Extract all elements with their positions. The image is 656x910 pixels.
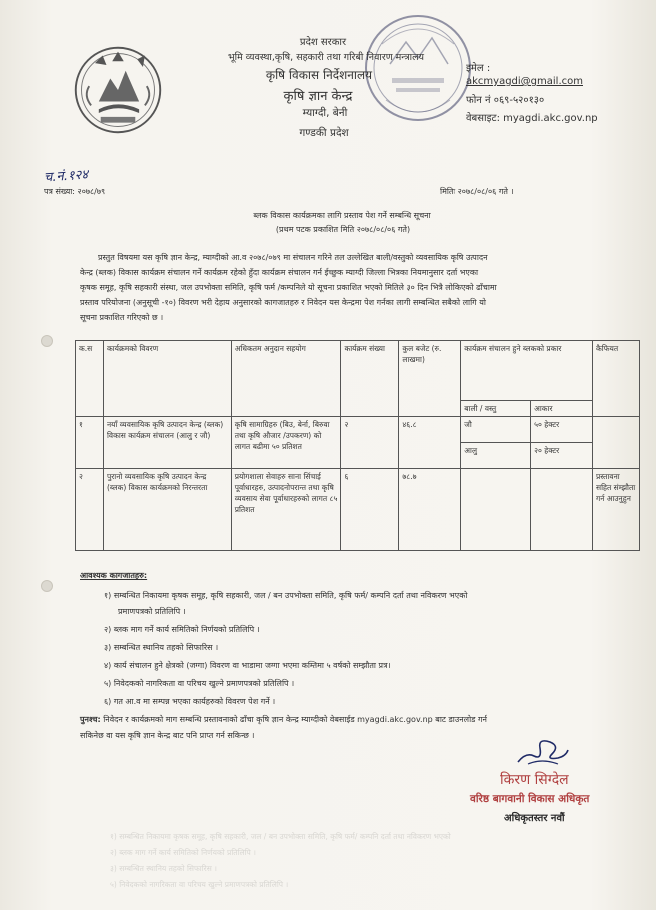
letter-subject: ब्लक विकास कार्यक्रमका लागि प्रस्ताव पेश गर्ने सम्बन्धि सूचना: [253, 211, 431, 220]
letter-reference-number: पत्र संख्या: २०७८/७९: [44, 187, 106, 196]
cell-grant: कृषि सामाग्रिहरु (बिउ, बेर्ना, बिरुवा तथा कृषि औजार /उपकरण) को लागत बढीमा ५० प्रतिशत: [231, 417, 341, 469]
body-line: केन्द्र (ब्लक) विकास कार्यक्रम संचालन गर्ने कार्यक्रम रहेको हुँदा कार्यक्रम संचालन गर्न ईच्छुक म्याग्दी जिल्ला भित्रका नियमानुसार दर्ता भएका: [80, 268, 479, 277]
header-budget: कुल बजेट (रु. लाखमा): [399, 341, 461, 417]
program-table: [75, 340, 640, 551]
table-row: [76, 469, 640, 551]
document-item: प्रमाणपत्रको प्रतिलिपि ।: [118, 607, 186, 616]
chalani-number-handwritten: च.नं.१२४: [43, 167, 89, 186]
cell-remarks: प्रस्तावना सहित संम्झौता गर्न आउनुहुन: [593, 469, 640, 551]
documents-title: आवश्यक कागजातहरु:: [80, 571, 148, 580]
punch-hole: [41, 335, 53, 347]
footer-note-label: पुनश्च:: [80, 715, 101, 724]
cell-program: नयाँ व्यवसायिक कृषि उत्पादन केन्द्र (ब्लक) विकास कार्यक्रम संचालन (आलु र जौ): [103, 417, 231, 469]
cell-budget: ४६.८: [399, 417, 461, 469]
header-remarks: कैफियत: [593, 341, 640, 417]
letter-date: मितिः २०७८/०८/०६ गते ।: [440, 187, 514, 196]
body-paragraph: [80, 250, 625, 325]
body-line: सूचना प्रकाशित गरिएको छ ।: [80, 313, 164, 322]
cell-grant: प्रयोगशाला सेवाहरु साना सिंचाई पूर्वाधारहरु, उत्पादनोपरान्त तथा कृषि व्यवसाय सेवा पूर्वाधारहरुको लागत ८५ प्रतिशत: [231, 469, 341, 551]
footer-note-line: निवेदन र कार्यक्रमको माग सम्बन्धि प्रस्तावनाको ढाँचा कृषि ज्ञान केन्द्र म्याग्दीको वेबसाईड myagdi.akc.gov.np बाट डाउनलोड गर्न: [103, 715, 487, 724]
cell-crop: जौ: [461, 417, 531, 443]
header-block-type: कार्यक्रम संचालन हुने ब्लकको प्रकार: [461, 341, 593, 401]
cell-count: २: [341, 417, 399, 469]
cell-count: ६: [341, 469, 399, 551]
cell-sn: २: [76, 469, 104, 551]
header-location: म्याग्दी, बेनी: [302, 107, 348, 119]
header-program: कार्यक्रमको विवरण: [103, 341, 231, 417]
header-grant: अधिकतम अनुदान सहयोग: [231, 341, 341, 417]
cell-crop: आलु: [461, 443, 531, 469]
cell-remarks: [593, 417, 640, 469]
table-row: [76, 417, 640, 443]
cell-program: पुरानो व्यवसायिक कृषि उत्पादन केन्द्र (ब्लक) विकास कार्यक्रमको निरन्तरता: [103, 469, 231, 551]
header-province: गण्डकी प्रदेश: [299, 127, 349, 139]
body-line: प्रस्ताव परियोजना (अनुसूची -१०) विवरण भरी देहाय अनुसारको कागजातहरु र निवेदन यस केन्द्रमा पेश गर्नका लागी सम्बन्धित सबैको लागि यो: [80, 298, 486, 307]
email-address: akcmyagdi@gmail.com: [466, 76, 583, 87]
body-line: कृषक समूह, कृषि सहकारी संस्था, जल उपभोक्ता समिति, कृषि फर्म /कम्पनिले यो सूचना प्रकाशित भएको मितिले ३० दिन भित्रै लोकिएको ढाँचामा: [80, 283, 497, 292]
bleed-through-line: २) ब्लक माग गर्ने कार्य समितिको निर्णयको प्रतिलिपि ।: [110, 848, 256, 857]
cell-size: ५० हेक्टर: [531, 417, 593, 443]
signatory-name: किरण सिग्देल: [500, 772, 569, 788]
header-sn: क.स: [76, 341, 104, 417]
header-size: आकार: [531, 401, 593, 417]
header-office: कृषि ज्ञान केन्द्र: [283, 89, 353, 104]
document-item: ३) सम्बन्धित स्थानिय तहको सिफारिस ।: [104, 643, 219, 652]
footer-note: [80, 714, 487, 725]
nepal-emblem-logo: [70, 42, 166, 138]
cell-size: २० हेक्टर: [531, 443, 593, 469]
documents-list: [82, 590, 622, 706]
first-published-note: (प्रथम पटक प्रकाशित मिति २०७८/०८/०६ गते): [275, 225, 411, 234]
cell-budget: ७८.७: [399, 469, 461, 551]
header-crop: बाली / वस्तु: [461, 401, 531, 417]
cell-sn: १: [76, 417, 104, 469]
document-item: ५) निवेदकको नागरिकता वा परिचय खुल्ने प्रमाणपत्रको प्रतिलिपि ।: [104, 679, 295, 688]
header-ministry: भूमि व्यवस्था,कृषि, सहकारी तथा गरिबी निवारण मन्त्रालय: [227, 52, 425, 63]
cell-crop-empty: [461, 469, 531, 551]
table-header-row: [76, 341, 640, 401]
header-province-govt: प्रदेश सरकार: [299, 37, 347, 48]
header-count: कार्यक्रम संख्या: [341, 341, 399, 417]
bleed-through-line: ३) सम्बन्धित स्थानिय तहको सिफारिस ।: [110, 864, 218, 873]
handwritten-signature: [512, 734, 572, 768]
cell-size-empty: [531, 469, 593, 551]
website-address: वेबसाइट: myagdi.akc.gov.np: [466, 113, 598, 124]
signatory-rank: अधिकृतस्तर नवौं: [504, 813, 565, 824]
signatory-title: वरिष्ठ बागवानी विकास अधिकृत: [470, 793, 590, 805]
header-directorate: कृषि विकास निर्देशनालय: [265, 68, 373, 82]
bleed-through-line: ५) निवेदकको नागरिकता वा परिचय खुल्ने प्रमाणपत्रको प्रतिलिपि ।: [110, 880, 289, 889]
phone-number: फोन नं ०६९-५२०१३०: [466, 95, 545, 106]
document-item: २) ब्लक माग गर्ने कार्य समितिको निर्णयको प्रतिलिपि ।: [104, 625, 260, 634]
footer-note-line: सकिनेछ वा यस कृषि ज्ञान केन्द्र बाट पनि प्राप्त गर्न सकिन्छ ।: [80, 731, 255, 740]
document-item: ४) कार्य संचालन हुने क्षेत्रको (जग्गा) विवरण वा भाडामा जग्गा भएमा कम्तिमा ५ वर्षको सम्झौता प्रत्र।: [104, 661, 391, 670]
email-label: इमेल :: [466, 63, 491, 74]
bleed-through-line: १) सम्बन्धित निकायमा कृषक समूह, कृषि सहकारी, जल / बन उपभोक्ता समिति, कृषि फर्म/ कम्पनि दर्ता तथा नविकरण भएको: [110, 832, 451, 841]
body-line: प्रस्तुत विषयमा यस कृषि ज्ञान केन्द्र, म्याग्दीको आ.व २०७८/०७९ मा संचालन गरिने तल उल्लेखित बाली/वस्तुको व्यवसायिक कृषि उत्पादन: [98, 253, 488, 262]
punch-hole: [41, 580, 53, 592]
document-item: ६) गत आ.व मा सम्पन्न भएका कार्यहरुको विवरण पेश गर्ने ।: [104, 697, 276, 706]
document-item: १) सम्बन्धित निकायमा कृषक समूह, कृषि सहकारी, जल / बन उपभोक्ता समिति, कृषि फर्म/ कम्पनि दर्ता तथा नविकरण भएको: [104, 591, 468, 600]
